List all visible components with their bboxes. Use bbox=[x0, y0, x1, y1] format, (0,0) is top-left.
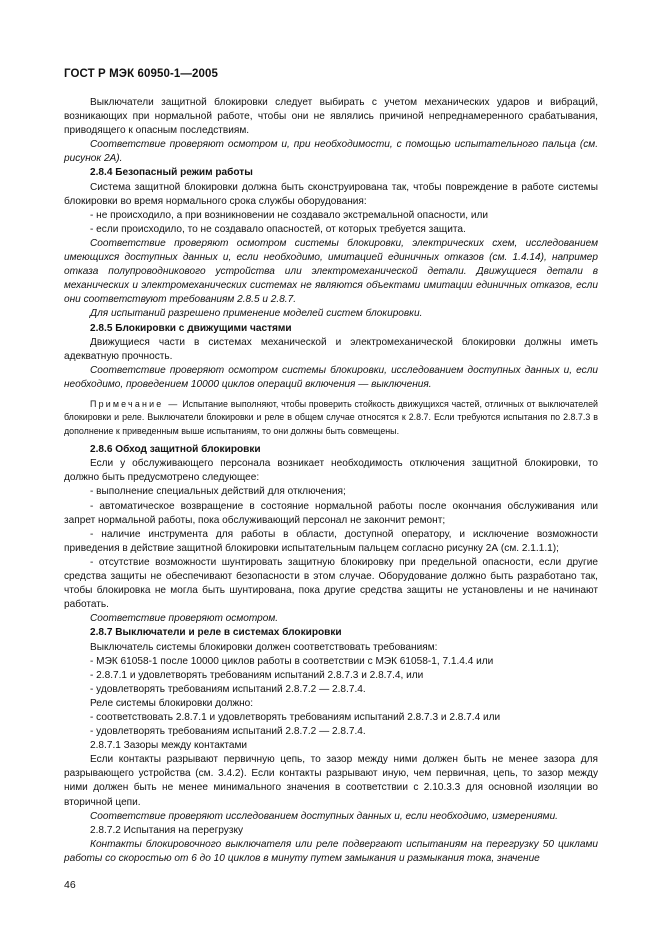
list-item: - удовлетворять требованиям испытаний 2.8.7.2 — 2.8.7.4. bbox=[90, 683, 366, 695]
note-label: Примечание — bbox=[90, 398, 180, 409]
note-paragraph bbox=[64, 398, 598, 438]
list-item: - автоматическое возвращение в состояние нормальной работы после окончания обслуживания или запрет нормальной работы, пока обслуживающий персонал не закончит ремонт; bbox=[64, 500, 598, 526]
section-heading: 2.8.5 Блокировки с движущими частями bbox=[90, 322, 292, 334]
list-item: - отсутствие возможности шунтировать защитную блокировку при предельной опасности, если другие средства защиты не обеспечивают безопасности в этом случае. Оборудование должно быть разработано так, чтобы блокировка не могла быть шунтирована, пока другие средства защиты не установлены и не начинают работать. bbox=[64, 556, 598, 611]
compliance-paragraph: Соответствие проверяют исследованием доступных данных и, если необходимо, измерениями. bbox=[90, 810, 558, 822]
page-number: 46 bbox=[64, 879, 76, 891]
compliance-paragraph: Соответствие проверяют осмотром и, при необходимости, с помощью испытательного пальца (см. рисунок 2А). bbox=[64, 139, 598, 165]
compliance-paragraph: Контакты блокировочного выключателя или реле подвергают испытаниям на перегрузку 50 циклами работы со скоростью от 6 до 10 циклов в минуту путем замыкания и размыкания тока, значение bbox=[64, 838, 598, 864]
section-heading: 2.8.7 Выключатели и реле в системах блокировки bbox=[90, 627, 342, 639]
list-item: - удовлетворять требованиям испытаний 2.8.7.2 — 2.8.7.4. bbox=[90, 726, 366, 738]
section-heading: 2.8.4 Безопасный режим работы bbox=[90, 167, 253, 179]
subsection-heading: 2.8.7.2 Испытания на перегрузку bbox=[90, 824, 244, 836]
paragraph: Выключатели защитной блокировки следует выбирать с учетом механических ударов и вибраций, возникающих при нормальной работе, чтобы они не являлись причиной непреднамеренного срабатывания, приводящего к опасным последствиям. bbox=[64, 97, 598, 137]
document-header: ГОСТ Р МЭК 60950-1—2005 bbox=[64, 68, 218, 80]
list-item: - соответствовать 2.8.7.1 и удовлетворять требованиям испытаний 2.8.7.3 и 2.8.7.4 или bbox=[90, 711, 501, 723]
note-text: Испытание выполняют, чтобы проверить стойкость движущихся частей, отличных от выключателей блокировки и реле. Выключатели блокировки и реле в общем случае относятся к 2.8.7. Если требуются испытания по 2.8.7.3 в дополнение к приведенным выше испытаниям, то они должны быть совмещены. bbox=[64, 398, 598, 436]
list-item: - МЭК 61058-1 после 10000 циклов работы в соответствии с МЭК 61058-1, 7.1.4.4 или bbox=[90, 655, 494, 667]
list-item: - если происходило, то не создавало опасностей, от которых требуется защита. bbox=[90, 223, 466, 235]
paragraph: Если у обслуживающего персонала возникает необходимость отключения защитной блокировки, то должно быть предусмотрено следующее: bbox=[64, 458, 598, 484]
list-item: - наличие инструмента для работы в области, доступной оператору, и исключение возможности приведения в действие защитной блокировки испытательным пальцем согласно рисунку 2А (см. 2.1.1.1); bbox=[64, 528, 598, 554]
section-heading: 2.8.6 Обход защитной блокировки bbox=[90, 444, 261, 456]
paragraph: Реле системы блокировки должно: bbox=[90, 697, 254, 709]
paragraph: Движущиеся части в системах механической и электромеханической блокировки должны иметь адекватную прочность. bbox=[64, 336, 598, 362]
compliance-paragraph: Соответствие проверяют осмотром системы блокировки, исследованием доступных данных и, если необходимо, проведением 10000 циклов операций включения — выключения. bbox=[64, 364, 598, 390]
paragraph: Система защитной блокировки должна быть сконструирована так, чтобы повреждение в работе системы блокировки во время нормального срока службы оборудования: bbox=[64, 181, 598, 207]
compliance-paragraph: Соответствие проверяют осмотром системы блокировки, электрических схем, исследованием имеющихся доступных данных и, если необходимо, имитацией единичных отказов (см. 1.4.14), например отказа полупроводникового устройства или электромеханической детали. Движущиеся детали в механических и электромеханических системах не являются объектами имитации единичных отказов, если они соответствуют требованиям 2.8.5 и 2.8.7. bbox=[64, 237, 598, 306]
paragraph: Если контакты разрывают первичную цепь, то зазор между ними должен быть не менее зазора для разрывающего устройства (см. 3.4.2). Если контакты разрывают иную, чем первичная, цепь, то зазор между ними должен быть не менее минимального значения в соответствии с 2.10.3.3 для основной изоляции во вторичной цепи. bbox=[64, 754, 598, 808]
list-item: - не происходило, а при возникновении не создавало экстремальной опасности, или bbox=[90, 209, 489, 221]
list-item: - 2.8.7.1 и удовлетворять требованиям испытаний 2.8.7.3 и 2.8.7.4, или bbox=[90, 669, 424, 681]
compliance-paragraph: Для испытаний разрешено применение моделей систем блокировки. bbox=[90, 308, 423, 320]
paragraph: Выключатель системы блокировки должен соответствовать требованиям: bbox=[90, 641, 438, 653]
compliance-paragraph: Соответствие проверяют осмотром. bbox=[90, 613, 279, 625]
document-body bbox=[64, 96, 598, 866]
list-item: - выполнение специальных действий для отключения; bbox=[90, 486, 346, 498]
subsection-heading: 2.8.7.1 Зазоры между контактами bbox=[90, 740, 248, 752]
